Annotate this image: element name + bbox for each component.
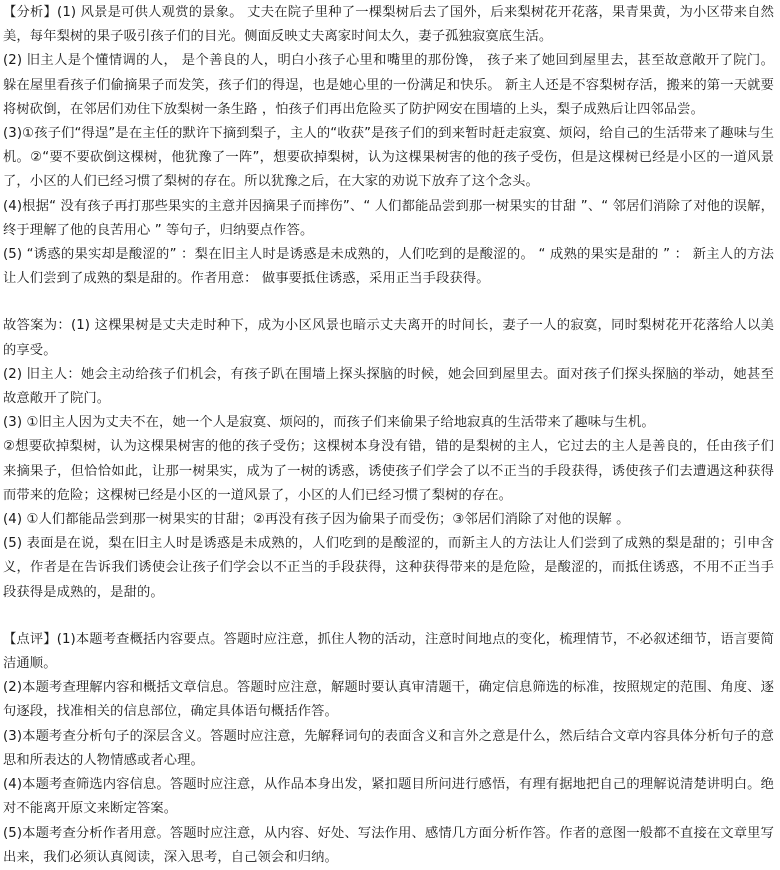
comment-paragraph-5: (5)本题考查分析作者用意。答题时应注意，从内容、好处、写法作用、感情几方面分析作答。作者的意图一般都不直接在文章里写出来，我们必须认真阅读，深入思考，自己领会和归纳。	[3, 825, 774, 865]
section-gap	[3, 605, 774, 628]
answer-paragraph-3: (3) ①旧主人因为丈夫不在，她一个人是寂寞、烦闷的，而孩子们来偷果子给地寂真的生活带来了趣味与生机。	[3, 415, 655, 431]
comment-paragraph-1: 【点评】(1)本题考查概括内容要点。答题时应注意，抓住人物的活动，注意时间地点的变化，梳理情节，不必叙述细节，语言要简洁通顺。	[3, 631, 774, 672]
analysis-paragraph-1: 【分析】(1) 风景是可供人观赏的景象。 丈夫在院子里种了一棵梨树后去了国外，后来梨树花开花落，果青果黄，为小区带来自然美，每年梨树的果子吸引孩子们的目光。侧面反映丈夫离家时间太久，妻子孤独寂寞底生活。	[3, 5, 774, 45]
comment-paragraph-3: (3)本题考查分析句子的深层含义。答题时应注意，先解释词句的表面含义和言外之意是什么，然后结合文章内容具体分析句子的意思和所表达的人物情感或者心理。	[3, 728, 774, 768]
section-gap	[3, 291, 774, 314]
comment-paragraph-2: (2)本题考查理解内容和概括文章信息。答题时应注意，解题时要认真审清题干，确定信息筛选的标准，按照规定的范围、角度、逐句逐段，找准相关的信息部位，确定具体语句概括作答。	[3, 680, 774, 720]
analysis-paragraph-5: (5) “诱惑的果实却是酸涩的” ：梨在旧主人时是诱惑是未成熟的，人们吃到的是酸涩的。 “ 成熟的果实是甜的 ” ： 新主人的方法让人们尝到了成熟的梨是甜的。作者用意： 做事要抵住诱惑，采用正当手段获得。	[3, 247, 774, 287]
answer-paragraph-6: (5) 表面是在说，梨在旧主人时是诱惑是未成熟的，人们吃到的是酸涩的，而新主人的方法让人们尝到了成熟的梨是甜的；引申含义，作者是在告诉我们诱使会让孩子们学会以不正当的手段获得，这种获得带来的是危险，是酸涩的，而抵住诱惑，不用不正当手段获得是成熟的，是甜的。	[3, 536, 774, 600]
answer-section	[3, 314, 774, 604]
analysis-section	[3, 1, 774, 291]
answer-paragraph-4: ②想要砍掉梨树，认为这棵果树害的他的孩子受伤；这棵树本身没有错，错的是梨树的主人，它过去的主人是善良的，任由孩子们来摘果子，但恰恰如此，让那一树果实，成为了一树的诱惑，诱使孩子们学会了以不正当的手段获得，诱使孩子们去遭遇这种获得而带来的危险；这棵树已经是小区的一道风景了，小区的人们已经习惯了梨树的存在。	[3, 439, 774, 503]
comment-section	[3, 628, 774, 870]
analysis-paragraph-2: (2) 旧主人是个懂情调的人， 是个善良的人，明白小孩子心里和嘴里的那份馋， 孩子来了她回到屋里去，甚至故意敞开了院门。 躲在屋里看孩子们偷摘果子而发笑，孩子们的得逞，也是她心里的一份满足和快乐。 新主人还是不容梨树存活，搬来的第一天就要将树砍倒，在邻居们劝住下放梨树一条生路 ，怕孩子们再出危险买了防护网安在围墙的上头，梨子成熟后让四邻品尝。	[3, 53, 774, 117]
answer-paragraph-2: (2) 旧主人：她会主动给孩子们机会，有孩子趴在围墙上探头探脑的时候，她会回到屋里去。面对孩子们探头探脑的举动，她甚至故意敞开了院门。	[3, 366, 774, 407]
answer-paragraph-1: 故答案为：(1) 这棵果树是丈夫走时种下，成为小区风景也暗示丈夫离开的时间长，妻子一人的寂寞，同时梨树花开花落给人以美的享受。	[3, 318, 774, 358]
analysis-paragraph-4: (4)根据“ 没有孩子再打那些果实的主意并因摘果子而摔伤”、“ 人们都能品尝到那一树果实的甘甜 ”、“ 邻居们消除了对他的误解，终于理解了他的良苦用心 ” 等句子，归纳要点作答。	[3, 198, 774, 238]
comment-paragraph-4: (4)本题考查筛选内容信息。答题时应注意，从作品本身出发，紧扣题目所问进行感悟，有理有据地把自己的理解说清楚讲明白。绝对不能离开原文来断定答案。	[3, 777, 774, 817]
analysis-paragraph-3: (3)①孩子们“得逞”是在主任的默许下摘到梨子，主人的“收获”是孩子们的到来暂时赶走寂寞、烦闷，给自己的生活带来了趣味与生机。②“要不要砍倒这棵树，他犹豫了一阵”，想要砍掉梨树，认为这棵果树害的他的孩子受伤，但是这棵树已经是小区的一道风景了，小区的人们已经习惯了梨树的存在。所以犹豫之后，在大家的劝说下放弃了这个念头。	[3, 126, 774, 190]
answer-paragraph-5: (4) ①人们都能品尝到那一树果实的甘甜；②再没有孩子因为偷果子而受伤；③邻居们消除了对他的误解 。	[3, 512, 630, 528]
